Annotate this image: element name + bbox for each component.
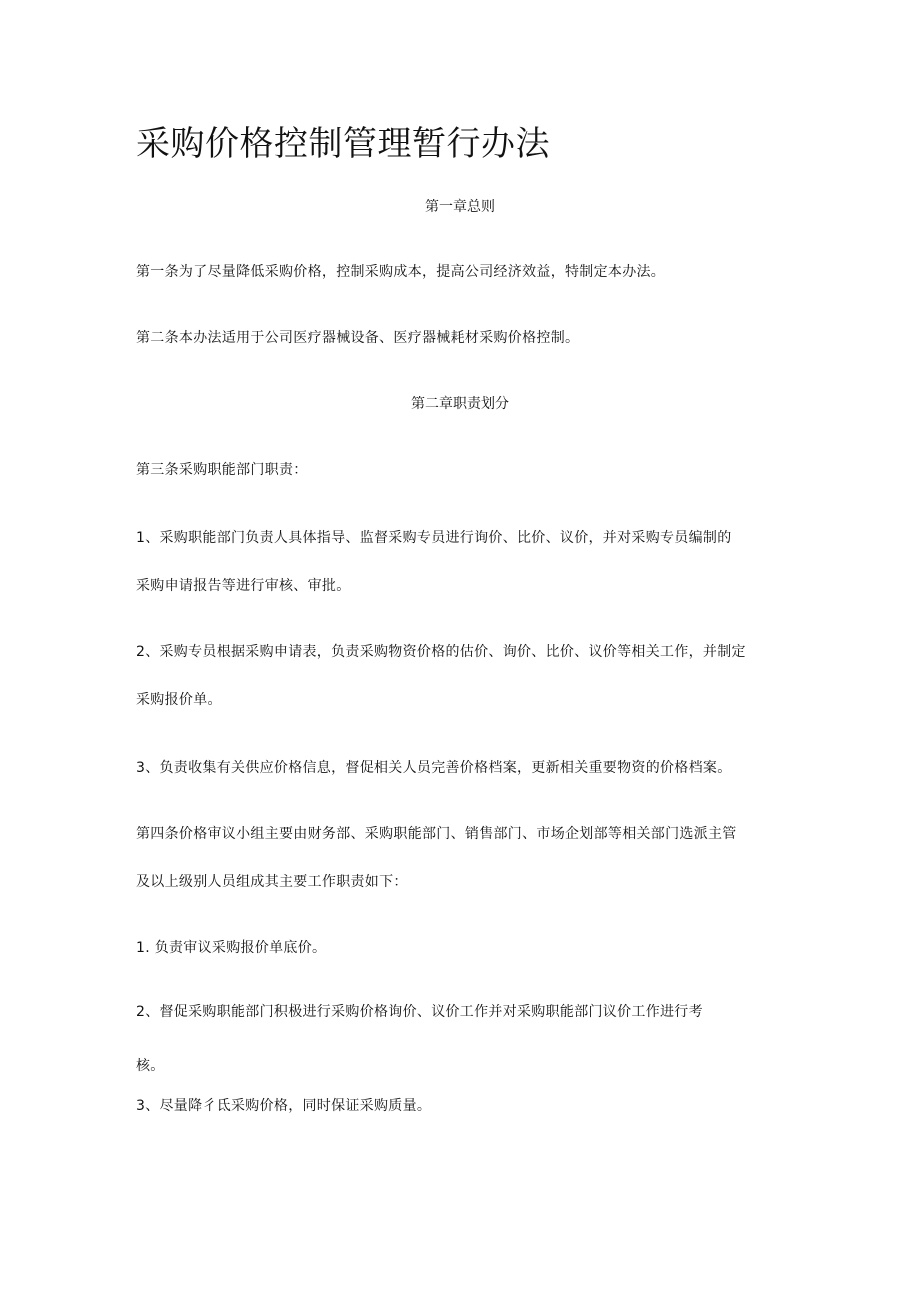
article-4-item-3: 3、尽量降彳氐采购价格，同时保证采购质量。 <box>136 1098 432 1114</box>
article-3-item-3: 3、负责收集有关供应价格信息，督促相关人员完善价格档案，更新相关重要物资的价格档案。 <box>136 760 732 776</box>
article-3-item-1-line-1: 1、采购职能部门负责人具体指导、监督采购专员进行询价、比价、议价，并对采购专员编制的 <box>136 530 732 546</box>
chapter-heading-2: 第二章职责划分 <box>411 396 509 412</box>
article-4-item-2-line-2: 核。 <box>136 1058 165 1074</box>
article-4-line-2: 及以上级别人员组成其主要工作职责如下： <box>136 874 408 890</box>
document-title: 采购价格控制管理暂行办法 <box>136 124 550 164</box>
article-4-item-2-line-1: 2、督促采购职能部门积极进行采购价格询价、议价工作并对采购职能部门议价工作进行考 <box>136 1004 703 1020</box>
article-3: 第三条采购职能部门职责： <box>136 462 308 478</box>
chapter-heading-1: 第一章总则 <box>425 199 495 215</box>
article-2: 第二条本办法适用于公司医疗器械设备、医疗器械耗材采购价格控制。 <box>136 330 580 346</box>
article-1: 第一条为了尽量降低采购价格，控制采购成本，提高公司经济效益，特制定本办法。 <box>136 264 666 280</box>
article-4-item-1: 1. 负责审议采购报价单底价。 <box>136 940 327 956</box>
article-3-item-1-line-2: 采购申请报告等进行审核、审批。 <box>136 578 351 594</box>
article-4-line-1: 第四条价格审议小组主要由财务部、采购职能部门、销售部门、市场企划部等相关部门选派主管 <box>136 826 737 842</box>
article-3-item-2-line-2: 采购报价单。 <box>136 692 222 708</box>
article-3-item-2-line-1: 2、采购专员根据采购申请表，负责采购物资价格的估价、询价、比价、议价等相关工作，并制定 <box>136 644 746 660</box>
